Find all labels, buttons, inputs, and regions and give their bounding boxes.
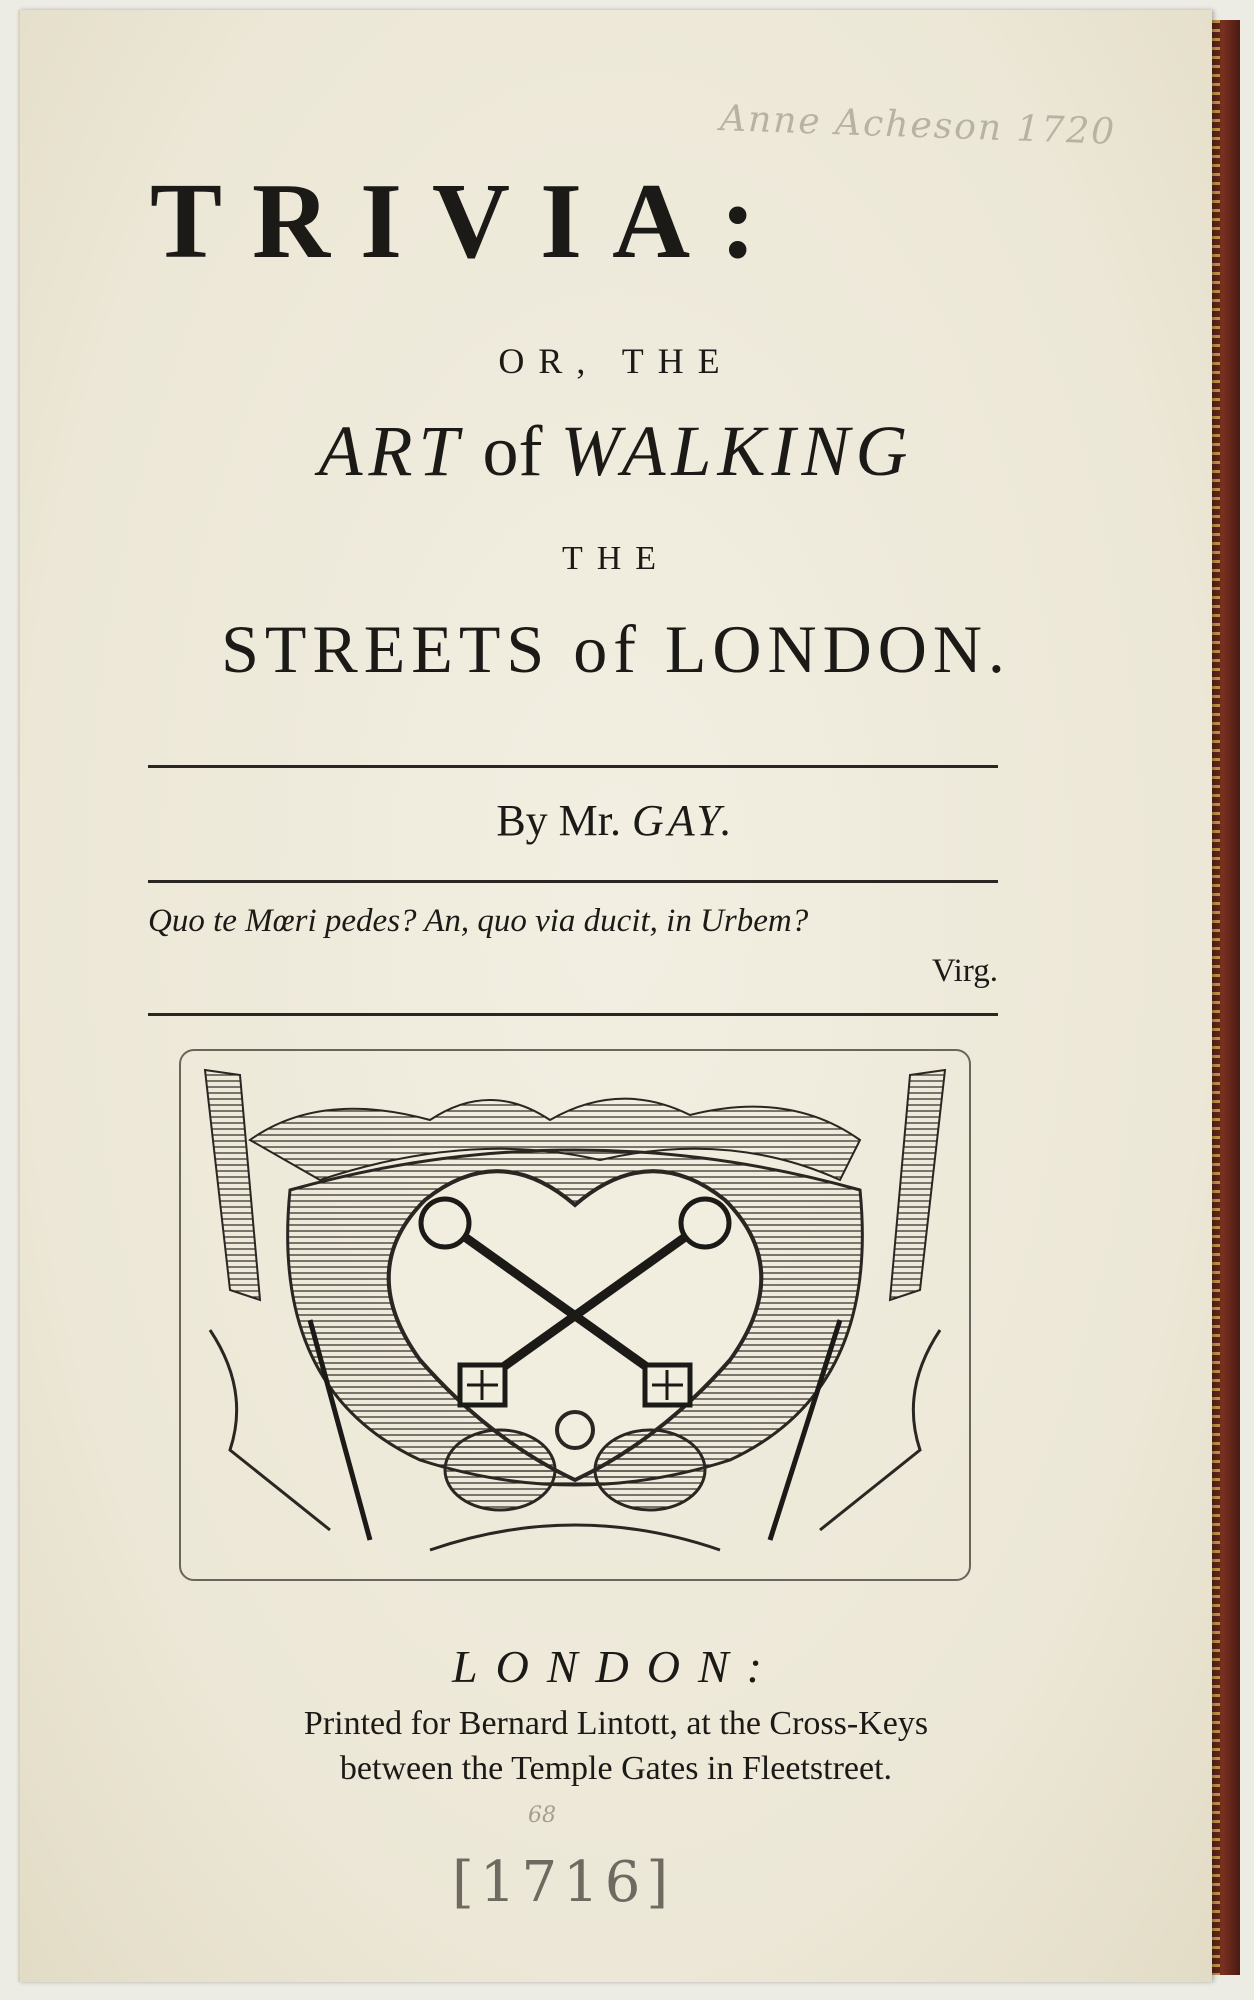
subtitle-art: ART <box>318 411 465 491</box>
book-title: TRIVIA: <box>150 162 787 281</box>
cross-keys-engraving <box>170 1030 980 1590</box>
byline-prefix: By Mr. <box>496 796 622 845</box>
subtitle-of: of <box>482 411 543 491</box>
subtitle-the: THE <box>561 540 671 577</box>
latin-motto: Quo te Mœri pedes? An, quo via ducit, in Urbem? <box>148 903 809 939</box>
byline-author: GAY. <box>632 796 736 845</box>
subtitle-walking: WALKING <box>560 411 914 491</box>
subtitle-or-the: OR, THE <box>498 341 734 381</box>
pencil-year: [1716] <box>452 1850 675 1915</box>
rule-middle <box>148 880 998 883</box>
subtitle-art-of-walking <box>20 410 1212 493</box>
imprint-line-1: Printed for Bernard Lintott, at the Cross-Keys <box>303 1705 929 1742</box>
pencil-number: 68 <box>528 1803 556 1828</box>
imprint-line-2: between the Temple Gates in Fleetstreet. <box>339 1750 893 1787</box>
imprint-city: LONDON: <box>452 1641 780 1692</box>
rule-top <box>148 765 998 768</box>
rule-bottom <box>148 1013 998 1016</box>
subtitle-streets-of-london: STREETS of LONDON. <box>221 611 1011 687</box>
byline <box>20 795 1212 846</box>
title-page <box>18 10 1212 1982</box>
motto-attribution: Virg. <box>931 953 998 989</box>
ownership-inscription: Anne Acheson 1720 <box>719 98 1117 153</box>
